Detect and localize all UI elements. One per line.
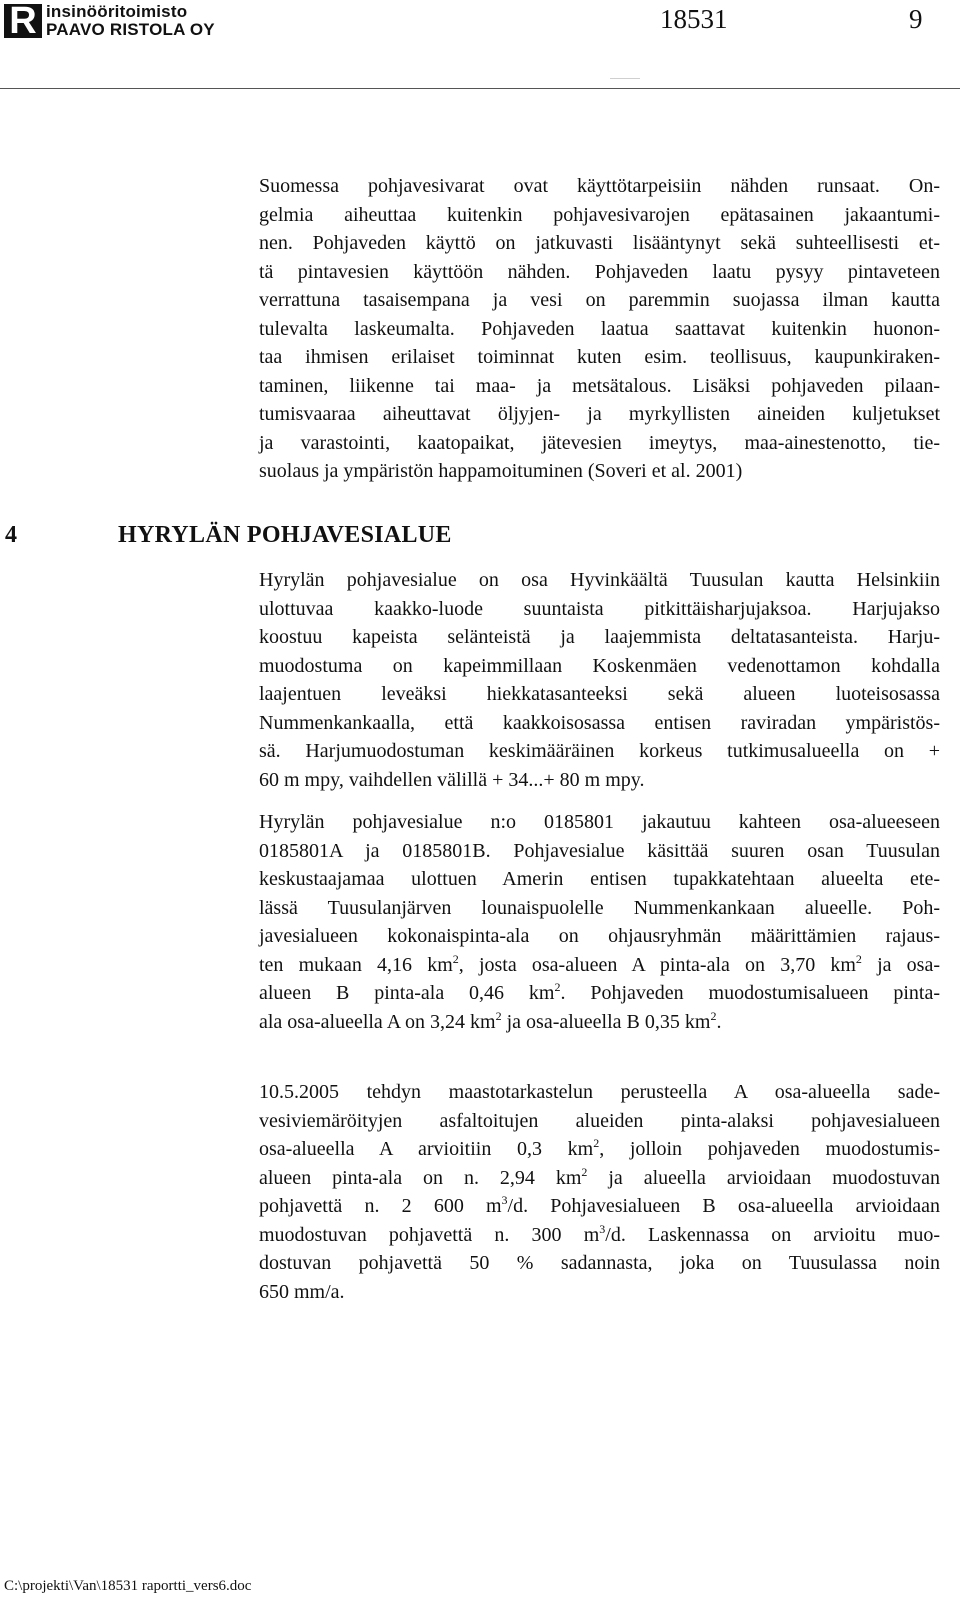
section-heading: HYRYLÄN POHJAVESIALUE [118,522,452,548]
text-line: 0185801A ja 0185801B. Pohjavesialue käsittää suuren osan Tuusulan [259,839,940,862]
text-run: , josta osa-alueen A pinta-ala on 3,70 km [458,953,856,976]
text-line: lässä Tuusulanjärven lounaispuolelle Nummenkankaan alueelle. Poh- [259,896,940,919]
superscript: 2 [855,951,862,966]
header-faint-mark [610,78,640,79]
text-line [259,979,940,1008]
text-run: ala osa-alueella A on 3,24 km [259,1010,496,1033]
text-line: 10.5.2005 tehdyn maastotarkastelun perusteella A osa-alueella sade- [259,1081,940,1103]
text-line [259,1135,940,1164]
paragraph-esker-description [259,566,940,794]
text-run: alueen B pinta-ala 0,46 km [259,982,555,1004]
text-run: , jolloin pohjaveden muodostumis- [599,1138,940,1160]
text-run: . [716,1010,722,1033]
text-line: sä. Harjumuodostuman keskimääräinen korkeus tutkimusalueella on + [259,740,940,762]
text-run: /d. Laskennassa on arvioitu muo- [605,1223,940,1246]
text-line: koostuu kapeista selänteistä ja laajemmista deltatasanteista. Harju- [259,626,940,648]
text-line: 60 m mpy, vaihdellen välillä + 34...+ 80 m mpy. [259,768,645,791]
superscript: 3 [599,1221,606,1236]
text-line [259,951,940,980]
text-line: tulevalta laskeumalta. Pohjaveden laatua saattavat kuitenkin huonon- [259,317,940,340]
logo-mark: R [4,4,42,38]
text-line: keskustaajamaa ulottuen Amerin entisen tupakkatehtaan alueelta ete- [259,868,940,890]
text-line: nen. Pohjaveden käyttö on jatkuvasti lisääntynyt sekä suhteellisesti et- [259,232,940,254]
text-line: tä pintavesien käyttöön nähden. Pohjaveden laatu pysyy pintaveteen [259,260,940,283]
paragraph-area-division [259,808,940,1036]
text-line: vesiviemäröityjen asfaltoitujen alueiden pinta-alaksi pohjavesialueen [259,1109,940,1132]
superscript: 2 [495,1008,502,1023]
paragraph-groundwater-resources [259,172,940,486]
text-line [259,1008,940,1037]
text-run: alueen pinta-ala on n. 2,94 km [259,1166,582,1189]
header-divider [0,88,960,89]
text-line: tumisvaaraa aiheuttavat öljyjen- ja myrkyllisten aineiden kuljetukset [259,403,940,425]
page-number: 9 [909,4,923,34]
text-run: ten mukaan 4,16 km [259,953,453,976]
superscript: 2 [710,1008,717,1023]
logo-text-line1: insinööritoimisto [46,2,188,21]
text-line: suolaus ja ympäristön happamoituminen (Soveri et al. 2001) [259,460,743,482]
text-run: ja osa-alueella B 0,35 km [501,1010,711,1033]
text-line: verrattuna tasaisempana ja vesi on paremmin suojassa ilman kautta [259,289,940,311]
text-line [259,1192,940,1221]
text-run: osa-alueella A arvioitiin 0,3 km [259,1138,594,1160]
document-number: 18531 [660,4,728,34]
text-run: ja osa- [861,953,940,976]
text-run: . Pohjaveden muodostumisalueen pinta- [560,982,940,1004]
superscript: 2 [554,980,561,994]
logo-text-line2: PAAVO RISTOLA OY [46,20,215,39]
text-line: dostuvan pohjavettä 50 % sadannasta, joka on Tuusulassa noin [259,1252,940,1274]
text-line: Suomessa pohjavesivarat ovat käyttötarpeisiin nähden runsaat. On- [259,175,940,197]
text-line: Hyrylän pohjavesialue on osa Hyvinkäältä Tuusulan kautta Helsinkiin [259,569,940,591]
section-number: 4 [5,522,17,548]
text-line: taa ihmisen erilaiset toiminnat kuten esim. teollisuus, kaupunkiraken- [259,346,940,368]
superscript: 2 [452,951,459,966]
superscript: 2 [593,1136,600,1150]
company-logo [4,0,304,44]
text-line: ulottuvaa kaakko-luode suuntaista pitkittäisharjujaksoa. Harjujakso [259,597,940,620]
text-line: 650 mm/a. [259,1280,345,1303]
superscript: 2 [581,1164,588,1179]
text-line: laajentuen leveäksi hiekkatasanteeksi sekä alueen luoteisosassa [259,683,940,705]
text-line [259,1221,940,1250]
text-line: taminen, liikenne tai maa- ja metsätalous. Lisäksi pohjaveden pilaan- [259,374,940,397]
text-run: muodostuvan pohjavettä n. 300 m [259,1223,600,1246]
paragraph-field-survey [259,1078,940,1306]
text-line: gelmia aiheuttaa kuitenkin pohjavesivarojen epätasainen jakaantumi- [259,203,940,226]
text-line: ja varastointi, kaatopaikat, jätevesien imeytys, maa-ainestenotto, tie- [259,431,940,454]
text-line: Nummenkankaalla, että kaakkoisosassa entisen raviradan ympäristös- [259,711,940,734]
text-run: ja alueella arvioidaan muodostuvan [587,1166,940,1189]
text-run: /d. Pohjavesialueen B osa-alueella arvioidaan [507,1195,940,1217]
text-run: pohjavettä n. 2 600 m [259,1195,502,1217]
text-line: muodostuma on kapeimmillaan Koskenmäen vedenottamon kohdalla [259,654,940,677]
footer-file-path: C:\projekti\Van\18531 raportti_vers6.doc [4,1578,252,1594]
text-line: javesialueen kokonaispinta-ala on ohjausryhmän määrittämien rajaus- [259,925,940,947]
text-line: Hyrylän pohjavesialue n:o 0185801 jakautuu kahteen osa-alueeseen [259,811,940,833]
text-line [259,1164,940,1193]
superscript: 3 [501,1193,508,1207]
